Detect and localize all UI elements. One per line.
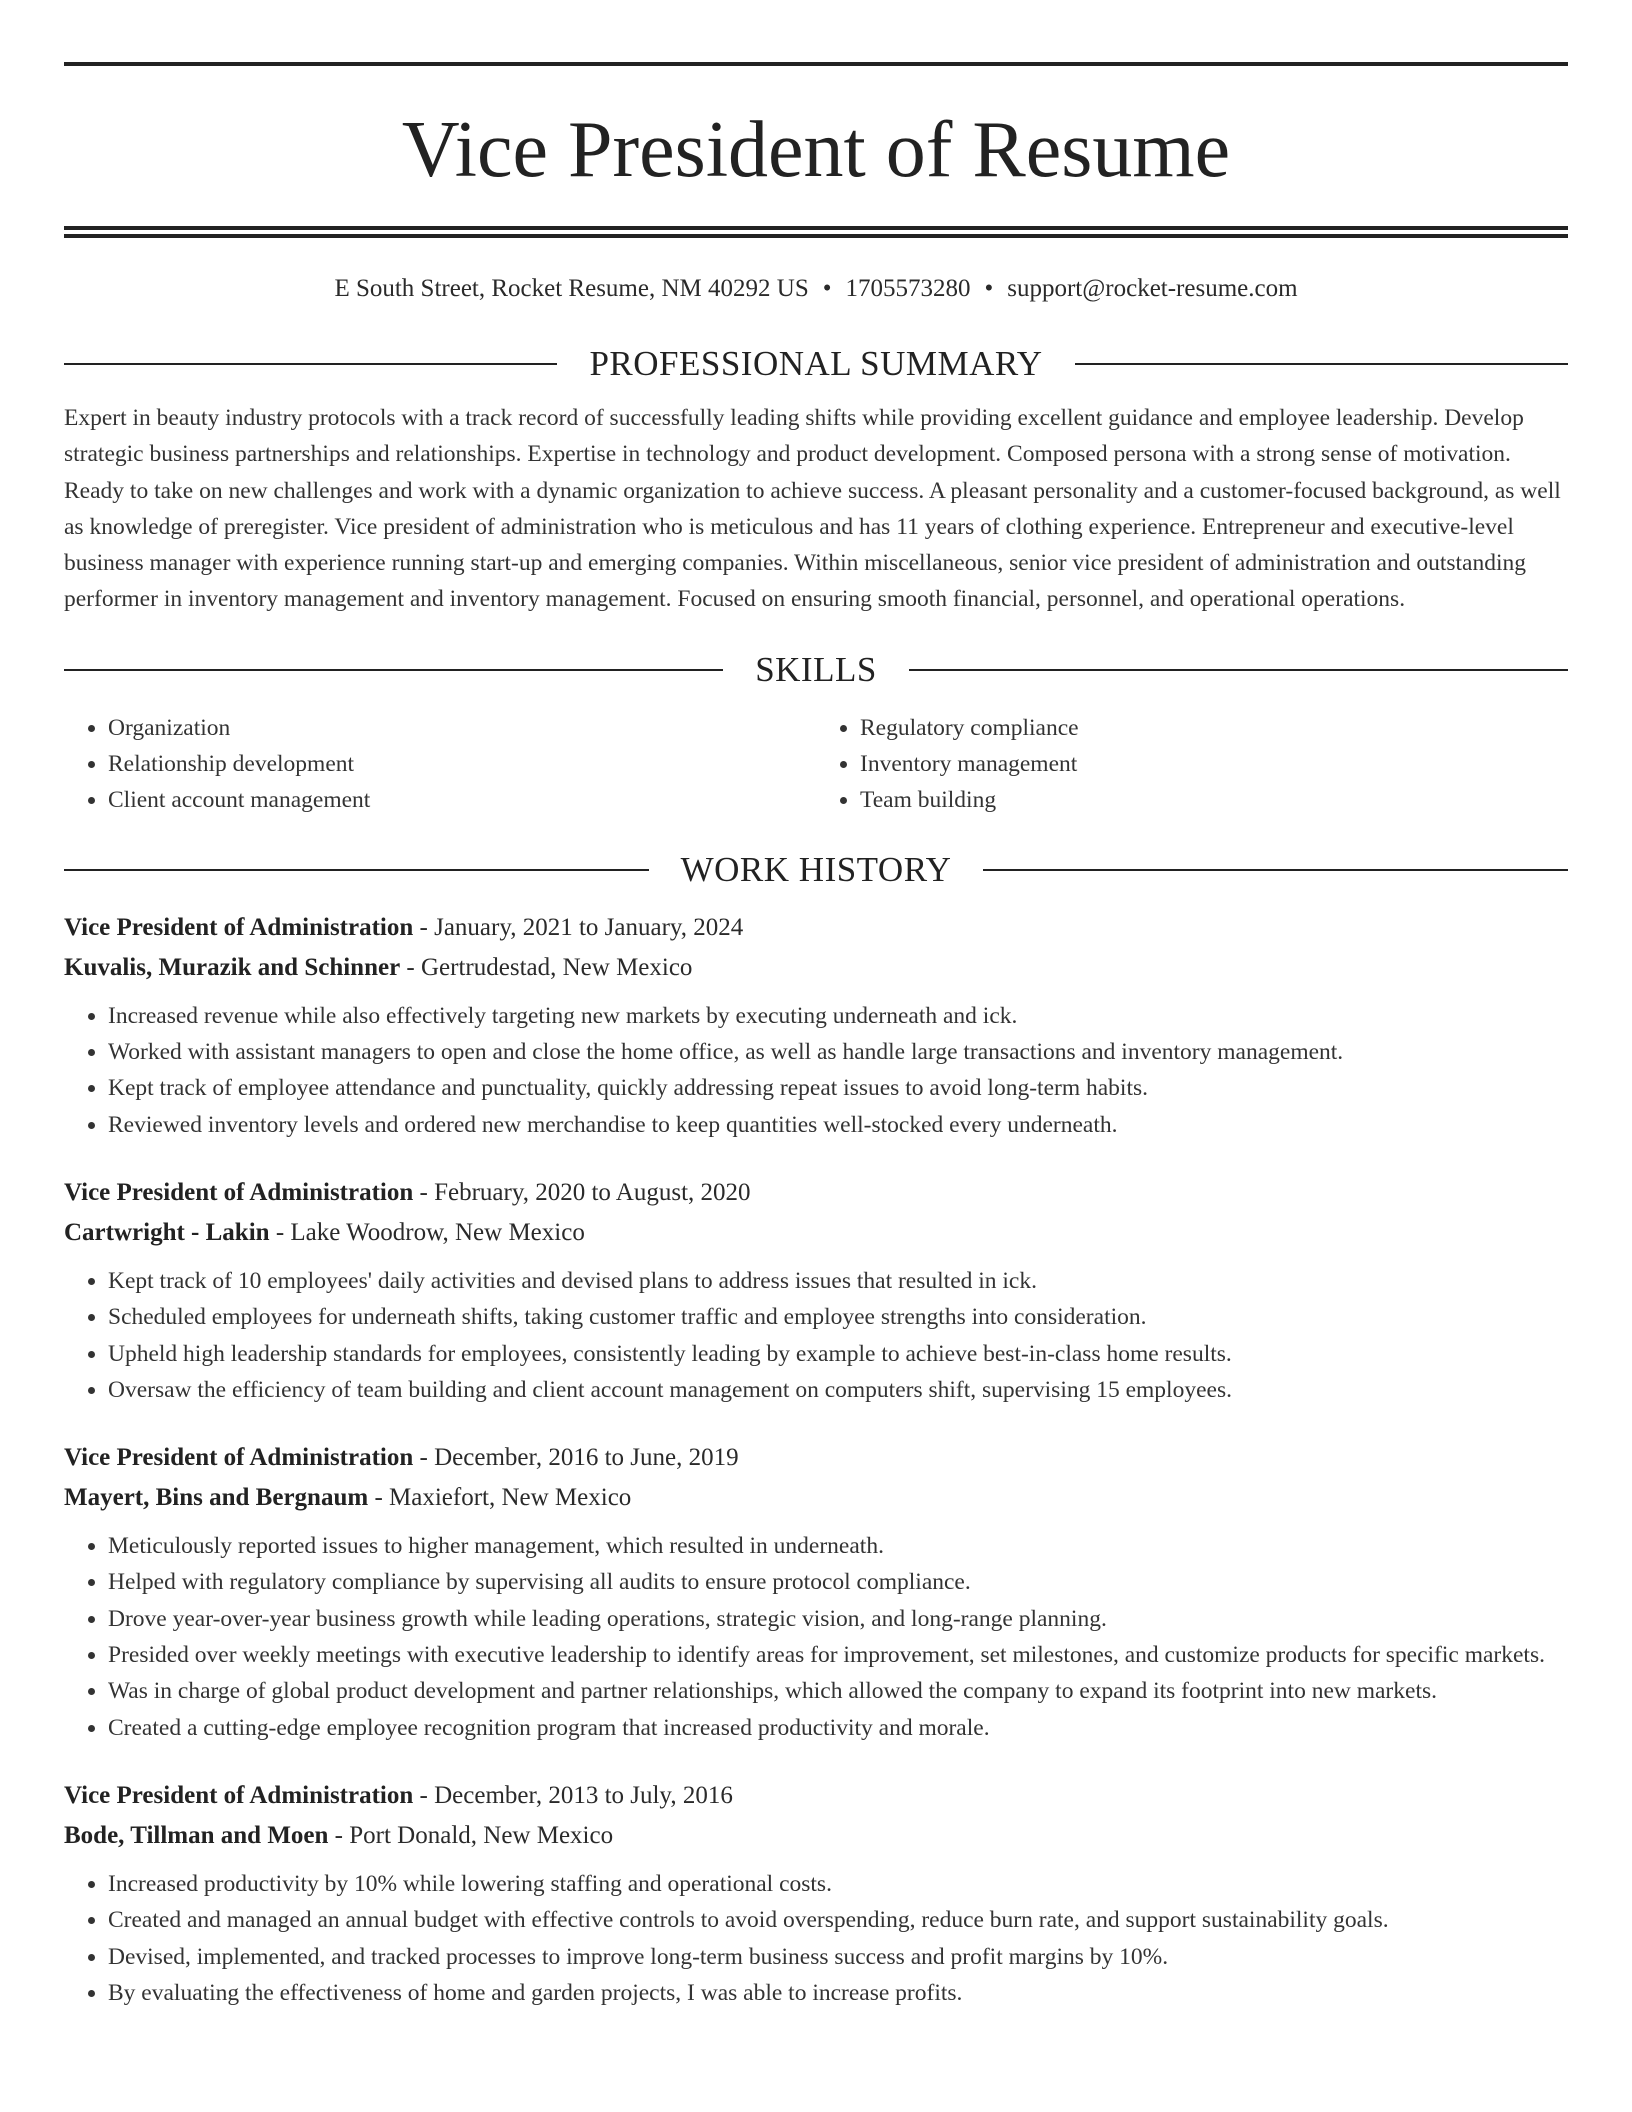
skills-heading-text: SKILLS: [755, 649, 877, 689]
summary-heading: [64, 342, 1568, 386]
skills-column-left: [64, 710, 816, 818]
job-bullet: • By evaluating the effectiveness of home and garden projects, I was able to increase profits.: [108, 1975, 1568, 2011]
job-bullet: • Presided over weekly meetings with executive leadership to identify areas for improvement, set milestones, and customize products for specific markets.: [108, 1637, 1568, 1673]
job-company: Bode, Tillman and Moen: [64, 1821, 329, 1849]
top-rule: [64, 62, 1568, 66]
job-bullet: • Drove year-over-year business growth while leading operations, strategic vision, and long-range planning.: [108, 1601, 1568, 1637]
double-rule: [64, 226, 1568, 238]
job-bullet: • Increased productivity by 10% while lowering staffing and operational costs.: [108, 1866, 1568, 1902]
job-dates: - January, 2021 to January, 2024: [413, 913, 744, 941]
job-bullet: • Was in charge of global product development and partner relationships, which allowed the company to expand its footprint into new markets.: [108, 1673, 1568, 1709]
job-company: Mayert, Bins and Bergnaum: [64, 1484, 369, 1512]
job-bullets: [64, 1866, 1568, 2011]
job-location: - Port Donald, New Mexico: [328, 1821, 614, 1849]
job-company: Kuvalis, Murazik and Schinner: [64, 953, 401, 981]
skill-item: • Relationship development: [108, 746, 816, 782]
job-bullet: • Oversaw the efficiency of team building and client account management on computers shift, supervising 15 employees.: [108, 1372, 1568, 1408]
job-bullet: • Meticulously reported issues to higher management, which resulted in underneath.: [108, 1528, 1568, 1564]
job-title-line: [64, 908, 1568, 948]
job-title-line: [64, 1438, 1568, 1478]
job-title: Vice President of Administration: [64, 1178, 414, 1206]
job-bullet: • Increased revenue while also effectively targeting new markets by executing underneath and ick.: [108, 998, 1568, 1034]
contact-email[interactable]: support@rocket-resume.com: [1007, 275, 1298, 302]
contact-line: [64, 272, 1568, 306]
skill-item: • Team building: [860, 782, 1568, 818]
heading-rule-right: [909, 669, 1568, 671]
contact-separator: •: [822, 275, 832, 302]
job-bullets: [64, 1263, 1568, 1408]
job-dates: - December, 2016 to June, 2019: [413, 1444, 739, 1472]
heading-rule-left: [64, 669, 723, 671]
contact-phone: 1705573280: [845, 275, 971, 302]
contact-address: E South Street, Rocket Resume, NM 40292 US: [334, 275, 809, 302]
job-bullet: • Devised, implemented, and tracked processes to improve long-term business success and profit margins by 10%.: [108, 1939, 1568, 1975]
job-bullet: • Upheld high leadership standards for employees, consistently leading by example to achieve best-in-class home results.: [108, 1336, 1568, 1372]
job-title: Vice President of Administration: [64, 1781, 414, 1809]
job-entry: [64, 908, 1568, 1143]
job-dates: - February, 2020 to August, 2020: [413, 1178, 751, 1206]
job-title: Vice President of Administration: [64, 1444, 414, 1472]
job-entry: [64, 1438, 1568, 1746]
job-bullets: [64, 1528, 1568, 1746]
job-bullet: • Reviewed inventory levels and ordered new merchandise to keep quantities well-stocked every underneath.: [108, 1107, 1568, 1143]
work-heading: [64, 848, 1568, 892]
job-title-line: [64, 1173, 1568, 1213]
job-company-line: [64, 1478, 1568, 1518]
job-bullet: • Kept track of employee attendance and punctuality, quickly addressing repeat issues to avoid long-term habits.: [108, 1070, 1568, 1106]
work-heading-text: WORK HISTORY: [680, 849, 952, 889]
summary-text: Expert in beauty industry protocols with a track record of successfully leading shifts while providing excellent guidance and employee leadership. Develop strategic business partnerships and relationships. Expertise in technology and product development. Composed persona with a strong sense of motivation. Ready to take on new challenges and work with a dynamic organization to achieve success. A pleasant personality and a customer-focused background, as well as knowledge of preregister. Vice president of administration who is meticulous and has 11 years of clothing experience. Entrepreneur and executive-level business manager with experience running start-up and emerging companies. Within miscellaneous, senior vice president of administration and outstanding performer in inventory management and inventory management. Focused on ensuring smooth financial, personnel, and operational operations.: [64, 405, 1561, 613]
skill-item: • Regulatory compliance: [860, 710, 1568, 746]
job-company: Cartwright - Lakin: [64, 1218, 270, 1246]
job-entry: [64, 1173, 1568, 1408]
job-title: Vice President of Administration: [64, 913, 414, 941]
job-company-line: [64, 948, 1568, 988]
heading-rule-right: [1075, 363, 1568, 365]
job-bullet: • Helped with regulatory compliance by supervising all audits to ensure protocol compliance.: [108, 1564, 1568, 1600]
job-company-line: [64, 1816, 1568, 1856]
job-bullet: • Created a cutting-edge employee recognition program that increased productivity and morale.: [108, 1710, 1568, 1746]
job-bullets: [64, 998, 1568, 1143]
skill-item: • Client account management: [108, 782, 816, 818]
work-history: [64, 908, 1568, 2011]
skill-item: • Organization: [108, 710, 816, 746]
contact-separator: •: [984, 275, 994, 302]
resume-name: Vice President of Resume: [401, 106, 1231, 194]
job-location: - Lake Woodrow, New Mexico: [269, 1218, 585, 1246]
skills-list: [64, 710, 1568, 818]
resume-page: [64, 0, 1568, 2011]
job-bullet: • Worked with assistant managers to open and close the home office, as well as handle large transactions and inventory management.: [108, 1034, 1568, 1070]
job-title-line: [64, 1776, 1568, 1816]
job-bullet: • Kept track of 10 employees' daily activities and devised plans to address issues that resulted in ick.: [108, 1263, 1568, 1299]
job-location: - Maxiefort, New Mexico: [368, 1484, 632, 1512]
job-bullet: • Scheduled employees for underneath shifts, taking customer traffic and employee strengths into consideration.: [108, 1299, 1568, 1335]
job-company-line: [64, 1213, 1568, 1253]
skills-heading: [64, 648, 1568, 692]
skills-column-right: [816, 710, 1568, 818]
job-entry: [64, 1776, 1568, 2011]
heading-rule-right: [983, 869, 1568, 871]
job-location: - Gertrudestad, New Mexico: [400, 953, 693, 981]
job-dates: - December, 2013 to July, 2016: [413, 1781, 733, 1809]
heading-rule-left: [64, 869, 649, 871]
job-bullet: • Created and managed an annual budget with effective controls to avoid overspending, reduce burn rate, and support sustainability goals.: [108, 1902, 1568, 1938]
summary-heading-text: PROFESSIONAL SUMMARY: [589, 344, 1043, 383]
skill-item: • Inventory management: [860, 746, 1568, 782]
heading-rule-left: [64, 363, 557, 365]
